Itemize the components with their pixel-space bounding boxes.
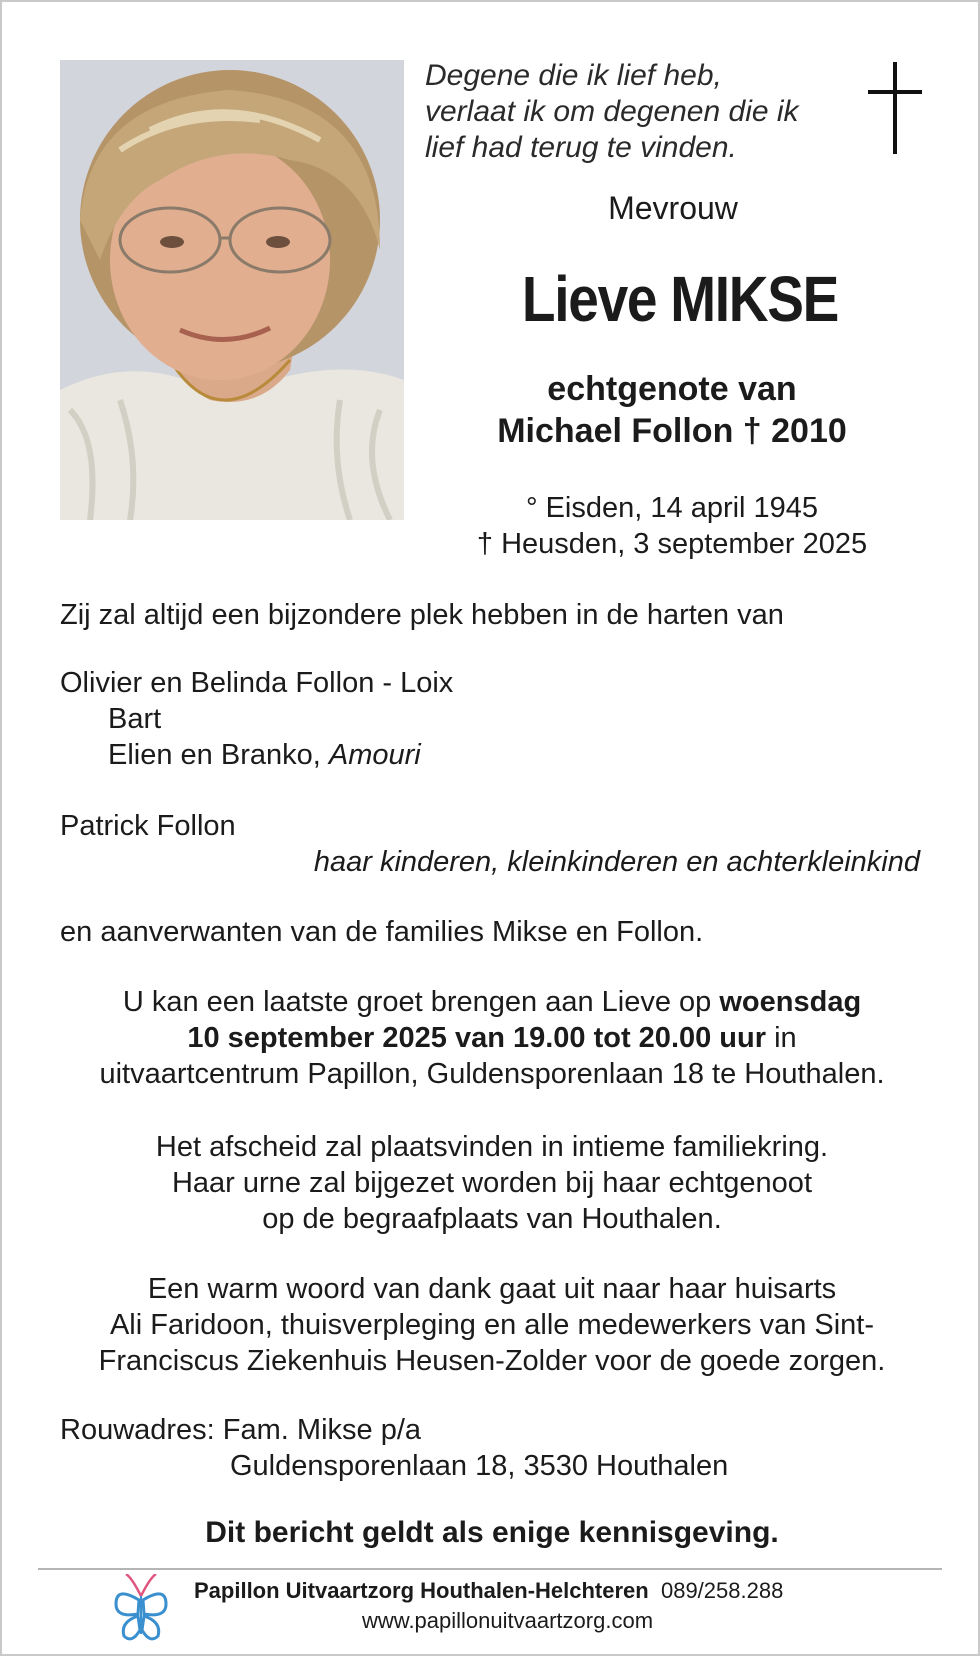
farewell-line: op de begraafplaats van Houthalen. [262, 1203, 722, 1235]
quote-line: Degene die ik lief heb, [425, 59, 722, 92]
spouse-line: Michael Follon † 2010 [497, 412, 847, 450]
death-date: † Heusden, 3 september 2025 [476, 528, 868, 560]
quote-line: verlaat ik om degenen die ik [425, 95, 799, 128]
mourning-address-label: Rouwadres: Fam. Mikse p/a [60, 1414, 422, 1446]
extended-families: en aanverwanten van de families Mikse en Follon. [60, 916, 704, 948]
thanks-line: Ali Faridoon, thuisverpleging en alle medewerkers van Sint- [109, 1309, 875, 1341]
portrait-photo [60, 60, 404, 520]
quote [425, 58, 799, 166]
life-dates [442, 490, 902, 562]
family-member: Olivier en Belinda Follon - Loix [60, 667, 454, 699]
quote-line: lief had terug te vinden. [425, 131, 737, 164]
visitation-day: woensdag [719, 986, 862, 1018]
company-name: Papillon Uitvaartzorg Houthalen-Helchteren [194, 1578, 649, 1603]
visitation-info [42, 984, 942, 1092]
visitation-datetime: 10 september 2025 van 19.00 tot 20.00 uur [187, 1022, 767, 1054]
visitation-text: U kan een laatste groet brengen aan Lieve op [122, 986, 720, 1018]
farewell-info [42, 1129, 942, 1237]
family-member: Patrick Follon [60, 810, 236, 842]
mourning-address: Guldensporenlaan 18, 3530 Houthalen [230, 1450, 729, 1482]
butterfly-logo-icon [110, 1574, 172, 1644]
birth-date: ° Eisden, 14 april 1945 [525, 492, 819, 524]
family-member: Bart [108, 703, 162, 735]
footer-company [194, 1578, 783, 1604]
thanks-text [42, 1271, 942, 1379]
family-member [108, 737, 421, 773]
company-phone: 089/258.288 [660, 1578, 784, 1603]
family-relation: haar kinderen, kleinkinderen en achterkleinkind [313, 846, 920, 878]
family-member-names: Elien en Branko, [108, 739, 329, 771]
farewell-line: Haar urne zal bijgezet worden bij haar echtgenoot [171, 1167, 812, 1199]
intro-text: Zij zal altijd een bijzondere plek hebben in de harten van [60, 599, 784, 631]
spouse-line: echtgenote van [547, 370, 797, 408]
thanks-line: Franciscus Ziekenhuis Heusen-Zolder voor de goede zorgen. [98, 1345, 886, 1377]
visitation-line: uitvaartcentrum Papillon, Guldensporenlaan 18 te Houthalen. [99, 1058, 885, 1090]
honorific: Mevrouw [608, 190, 738, 226]
visitation-line [42, 984, 942, 1020]
cross-icon [864, 62, 926, 162]
company-website[interactable]: www.papillonuitvaartzorg.com [362, 1608, 654, 1633]
deceased-name: Lieve MIKSE [521, 263, 839, 335]
spouse-info [432, 368, 912, 452]
divider [38, 1568, 942, 1570]
notice-text: Dit bericht geldt als enige kennisgeving. [205, 1516, 779, 1549]
visitation-text: in [766, 1022, 797, 1054]
farewell-line: Het afscheid zal plaatsvinden in intieme familiekring. [155, 1131, 829, 1163]
visitation-line [42, 1020, 942, 1056]
thanks-line: Een warm woord van dank gaat uit naar haar huisarts [147, 1273, 837, 1305]
great-grandchild: Amouri [328, 739, 421, 771]
